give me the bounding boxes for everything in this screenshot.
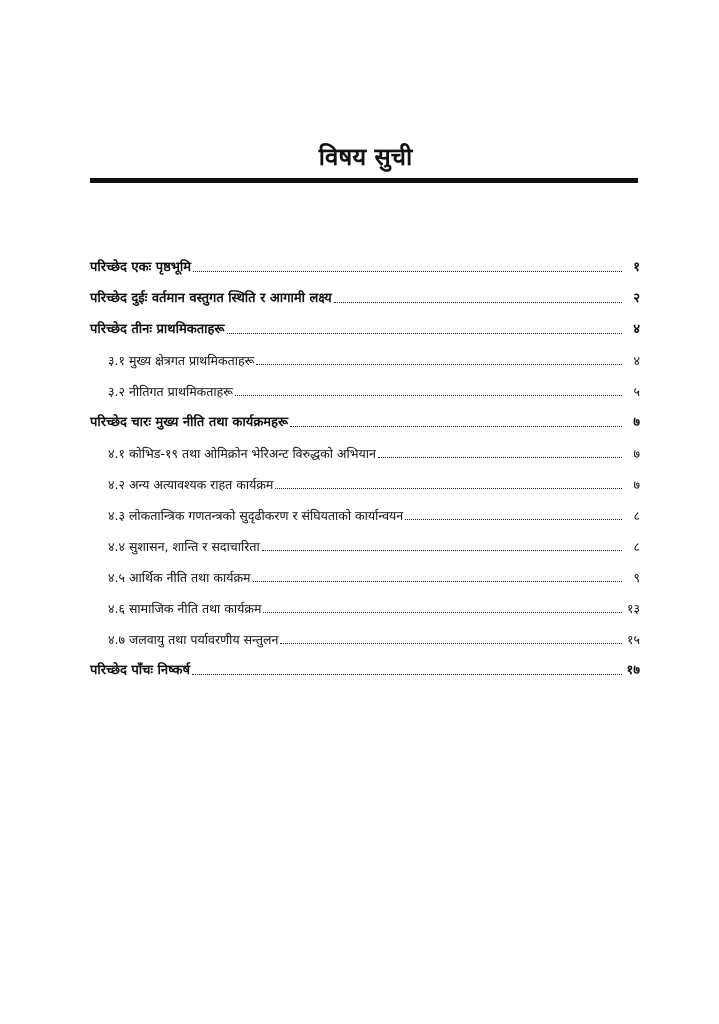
toc-entry-chapter-2 [90,276,640,307]
toc-entry-section-4-6 [90,586,640,617]
toc-page-number: ७ [633,415,640,430]
toc-page-number: ५ [633,384,640,399]
toc-page-number: १५ [626,632,640,647]
toc-entry-label: ३.१ मुख्य क्षेत्रगत प्राथमिकताहरू [108,353,255,368]
toc-entry-section-4-5 [90,555,640,586]
toc-entry-section-4-2 [90,462,640,493]
toc-leader-dots [290,425,622,427]
toc-leader-dots [405,518,622,520]
title-underline [90,178,638,183]
toc-page-number: ९ [633,570,640,585]
toc-leader-dots [263,611,622,613]
table-of-contents [90,245,640,679]
toc-entry-label: ४.५ आर्थिक नीति तथा कार्यक्रम [108,570,251,585]
toc-leader-dots [378,456,622,458]
toc-leader-dots [227,332,622,334]
toc-entry-label: ४.३ लोकतान्त्रिक गणतन्त्रको सुदृढीकरण र संघियताको कार्यान्वयन [108,508,404,523]
toc-page-number: १३ [626,601,640,616]
toc-entry-chapter-4 [90,400,640,431]
toc-entry-label: परिच्छेद चारः मुख्य नीति तथा कार्यक्रमहरू [90,415,289,430]
toc-leader-dots [193,270,622,272]
toc-entry-label: ४.६ सामाजिक नीति तथा कार्यक्रम [108,601,262,616]
toc-entry-label: ३.२ नीतिगत प्राथमिकताहरू [108,384,233,399]
toc-entry-section-3-2 [90,369,640,400]
page-title: विषय सुची [318,143,413,171]
toc-entry-label: परिच्छेद तीनः प्राथमिकताहरू [90,322,225,337]
toc-entry-chapter-5 [90,648,640,679]
toc-page-number: ४ [633,353,640,368]
toc-entry-section-4-4 [90,524,640,555]
toc-leader-dots [334,301,622,303]
toc-entry-label: परिच्छेद दुईः वर्तमान वस्तुगत स्थिति र आगामी लक्ष्य [90,291,332,306]
toc-page-number: ७ [633,446,640,461]
toc-leader-dots [253,580,622,582]
toc-leader-dots [262,549,622,551]
toc-page-number: १ [633,260,640,275]
toc-entry-section-4-3 [90,493,640,524]
toc-entry-section-4-7 [90,617,640,648]
toc-leader-dots [280,642,622,644]
toc-page-number: २ [633,291,640,306]
toc-entry-label: ४.४ सुशासन, शान्ति र सदाचारिता [108,539,260,554]
toc-page-number: ८ [633,508,640,523]
toc-leader-dots [256,363,622,365]
toc-page-number: ४ [633,322,640,337]
toc-entry-label: परिच्छेद पाँचः निष्कर्ष [90,663,190,678]
toc-page-number: ७ [633,477,640,492]
toc-entry-section-3-1 [90,338,640,369]
toc-entry-label: ४.२ अन्य अत्यावश्यक राहत कार्यक्रम [108,477,274,492]
toc-leader-dots [235,394,622,396]
toc-page-number: १७ [626,663,640,678]
toc-entry-section-4-1 [90,431,640,462]
toc-entry-label: ४.७ जलवायु तथा पर्यावरणीय सन्तुलन [108,632,279,647]
toc-page-number: ८ [633,539,640,554]
toc-entry-label: ४.१ कोभिड-१९ तथा ओमिक्रोन भेरिअन्ट विरुद्धको अभियान [108,446,376,461]
toc-leader-dots [192,673,622,675]
toc-entry-label: परिच्छेद एकः पृष्ठभूमि [90,260,192,275]
toc-leader-dots [275,487,622,489]
toc-entry-chapter-3 [90,307,640,338]
toc-entry-chapter-1 [90,245,640,276]
